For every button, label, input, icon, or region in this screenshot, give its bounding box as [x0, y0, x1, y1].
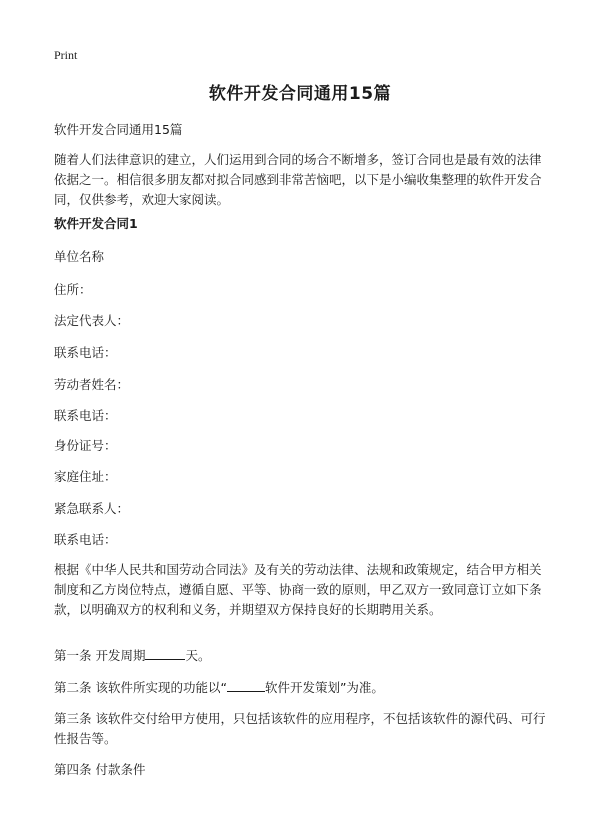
intro-paragraph: 随着人们法律意识的建立，人们运用到合同的场合不断增多，签订合同也是最有效的法律依据之一。相信很多朋友都对拟合同感到非常苦恼吧，以下是小编收集整理的软件开发合同，仅供参考，欢迎大家阅读。 — [54, 152, 542, 207]
section-heading: 软件开发合同1 — [54, 216, 138, 231]
field-address: 住所： — [54, 282, 92, 297]
field-company-phone: 联系电话： — [54, 345, 117, 360]
article-2 — [54, 677, 548, 698]
field-emergency-phone: 联系电话： — [54, 532, 117, 547]
article-4: 第四条 付款条件 — [54, 762, 146, 777]
law-paragraph: 根据《中华人民共和国劳动合同法》及有关的劳动法律、法规和政策规定，结合甲方相关制度和乙方岗位特点，遵循自愿、平等、协商一致的原则，甲乙双方一致同意订立如下条款，以明确双方的权利和义务，并期望双方保持良好的长期聘用关系。 — [54, 562, 542, 617]
field-home-address: 家庭住址： — [54, 469, 117, 484]
article-2-text: 第二条 该软件所实现的功能以“ — [54, 680, 227, 695]
article-2-suffix: 软件开发策划”为准。 — [264, 680, 384, 695]
field-emergency-contact: 紧急联系人： — [54, 501, 130, 516]
field-legal-representative: 法定代表人： — [54, 313, 130, 328]
blank-line — [227, 677, 265, 692]
print-link[interactable]: Print — [54, 48, 78, 62]
blank-line — [145, 645, 185, 660]
field-company-name: 单位名称 — [54, 249, 105, 264]
document-subtitle: 软件开发合同通用15篇 — [54, 122, 183, 137]
article-1 — [54, 645, 548, 666]
page-title: 软件开发合同通用15篇 — [208, 84, 392, 104]
article-1-suffix: 天。 — [185, 648, 211, 663]
article-1-text: 第一条 开发周期 — [54, 648, 146, 663]
field-worker-phone: 联系电话： — [54, 408, 117, 423]
field-id-number: 身份证号： — [54, 438, 117, 453]
field-worker-name: 劳动者姓名： — [54, 377, 130, 392]
article-3: 第三条 该软件交付给甲方使用，只包括该软件的应用程序，不包括该软件的源代码、可行性报告等。 — [54, 711, 546, 746]
